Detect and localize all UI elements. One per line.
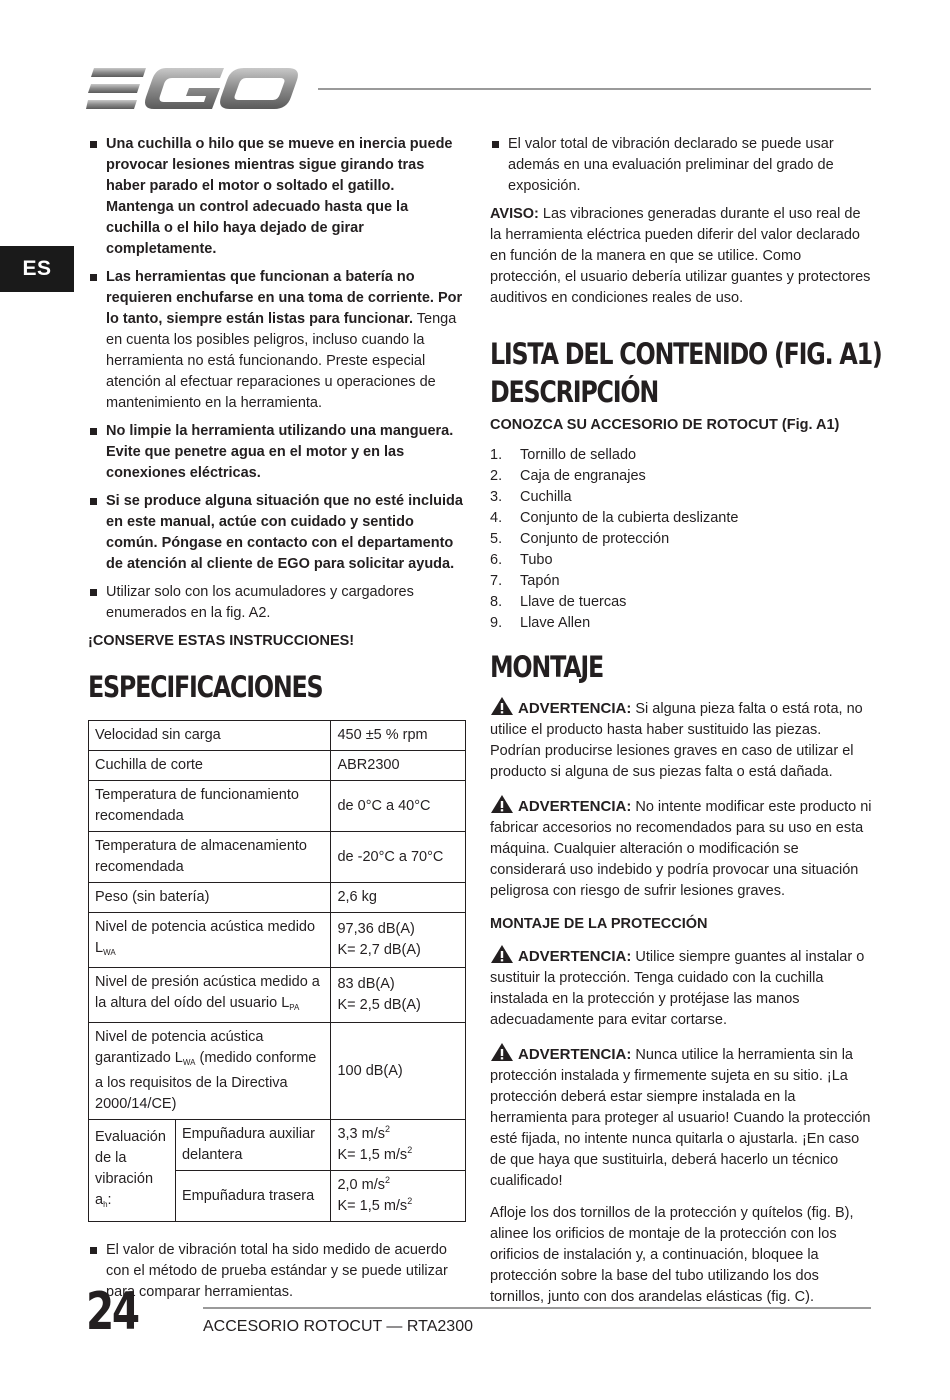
spec-value: de 0°C a 40°C (331, 781, 466, 832)
spec-value: 450 ±5 % rpm (331, 721, 466, 751)
warning-triangle-icon (490, 944, 514, 964)
spec-label: Nivel de presión acústica medido a la altura del oído del usuario $L_{PA}$ (89, 968, 331, 1023)
ego-logo (86, 64, 301, 114)
list-item: 7. Tapón (490, 573, 560, 589)
vibration-group-label: Evaluación de la vibración $a_h$: (89, 1120, 176, 1222)
descripcion-heading: DESCRIPCIÓN (490, 375, 659, 409)
table-row (89, 913, 466, 968)
footer-title: ACCESORIO ROTOCUT — RTA2300 (203, 1318, 473, 1335)
safety-bullet-5: Utilizar solo con los acumuladores y cargadores enumerados en la fig. A2. (88, 582, 466, 624)
spec-value: 83 dB(A) K= 2,5 dB(A) (331, 968, 466, 1023)
safety-bullet-3: No limpie la herramienta utilizando una manguera. Evite que penetre agua en el motor y en las conexiones eléctricas. (88, 421, 466, 484)
warning-label: ADVERTENCIA: (518, 948, 632, 965)
table-row (89, 1023, 466, 1120)
list-item: 2. Caja de engranajes (490, 468, 646, 484)
table-row (89, 832, 466, 883)
warning-label: ADVERTENCIA: (518, 1046, 632, 1063)
list-item: 8. Llave de tuercas (490, 594, 627, 610)
spec-label: Temperatura de almacenamiento recomendada (89, 832, 331, 883)
warning-1: ADVERTENCIA: Si alguna pieza falta o está rota, no utilice el producto hasta haber sustituido las piezas. Podrían producirse lesiones graves en caso de utilizar el producto si alguna de sus piezas falta o está dañada. (490, 696, 872, 783)
warning-triangle-icon (490, 794, 514, 814)
warning-triangle-icon (490, 696, 514, 716)
right-column (490, 134, 882, 1315)
aviso-paragraph: AVISO: Las vibraciones generadas durante el uso real de la herramienta eléctrica pueden diferir del valor declarado en función de la manera en que se utilice. Como protección, el usuario debería utilizar guantes y protectores auditivos en condiciones reales de uso. (490, 206, 871, 306)
table-row (89, 1120, 466, 1171)
spec-value: 3,3 $m/s^2$ K= 1,5 $m/s^2$ (331, 1120, 466, 1171)
spec-value: 2,6 kg (331, 883, 466, 913)
table-row (89, 883, 466, 913)
proteccion-heading: MONTAJE DE LA PROTECCIÓN (490, 916, 708, 932)
list-item: 6. Tubo (490, 552, 553, 568)
list-item: 4. Conjunto de la cubierta deslizante (490, 510, 739, 526)
spec-label: Nivel de potencia acústica garantizado $L_{WA}$ (medido conforme a los requisitos de la Directiva 2000/14/CE) (89, 1023, 331, 1120)
header-rule (318, 88, 871, 90)
list-item: 3. Cuchilla (490, 489, 572, 505)
footer-rule (203, 1307, 871, 1309)
ego-logo-icon (86, 64, 301, 114)
montaje-heading: MONTAJE (490, 650, 604, 684)
conozca-heading: CONOZCA SU ACCESORIO DE ROTOCUT (Fig. A1) (490, 417, 840, 433)
lista-heading: LISTA DEL CONTENIDO (FIG. A1) (490, 337, 882, 371)
spec-value: 100 dB(A) (331, 1023, 466, 1120)
spec-value: 2,0 $m/s^2$ K= 1,5 $m/s^2$ (331, 1171, 466, 1222)
warning-2: ADVERTENCIA: No intente modificar este producto ni fabricar accesorios no recomendados para su uso en esta máquina. Cualquier alteración o modificación se considerará uso indebido y podría provocar una situación peligrosa con riesgo de sufrir lesiones graves. (490, 794, 872, 902)
table-row (89, 781, 466, 832)
spec-label: Peso (sin batería) (89, 883, 331, 913)
vibration-note-bullet: El valor de vibración total ha sido medido de acuerdo con el método de prueba estándar y se puede utilizar para comparar herramientas. (88, 1240, 466, 1303)
list-item: 9. Llave Allen (490, 615, 591, 631)
warning-4: ADVERTENCIA: Nunca utilice la herramienta sin la protección instalada y firmemente sujeta en su sitio. ¡La protección deberá estar siempre instalada en la herramienta para proteger al usuario! Cuando la protección esté fijada, no intente nunca quitarla o ajustarla. ¡En caso de que haya que sustituirla, deberá hacerlo un técnico cualificado! (490, 1042, 872, 1192)
parts-list (490, 445, 872, 634)
table-row (89, 751, 466, 781)
table-row (89, 721, 466, 751)
safety-bullet-2: Las herramientas que funcionan a batería no requieren enchufarse en una toma de corriente. Por lo tanto, siempre están listas para funcionar. Tenga en cuenta los posibles peligros, incluso cuando la herramienta no está funcionando. Preste especial atención al efectuar reparaciones u operaciones de mantenimiento en la herramienta. (88, 267, 466, 414)
left-column (88, 134, 466, 1310)
spec-label: Empuñadura auxiliar delantera (175, 1120, 331, 1171)
spec-value: ABR2300 (331, 751, 466, 781)
list-item: 5. Conjunto de protección (490, 531, 670, 547)
spec-value: 97,36 dB(A) K= 2,7 dB(A) (331, 913, 466, 968)
spec-heading: ESPECIFICACIONES (88, 670, 323, 704)
spec-label: Cuchilla de corte (89, 751, 331, 781)
page-number: 24 (86, 1282, 138, 1342)
warning-3: ADVERTENCIA: Utilice siempre guantes al instalar o sustituir la protección. Tenga cuidado con la cuchilla instalada en la protección y protéjase las manos adecuadamente para evitar cortarse. (490, 944, 872, 1031)
spec-table (88, 720, 466, 1222)
language-tab: ES (0, 246, 74, 292)
list-item: 1. Tornillo de sellado (490, 447, 637, 463)
warning-triangle-icon (490, 1042, 514, 1062)
warning-label: ADVERTENCIA: (518, 700, 632, 717)
vibration-bullet: El valor total de vibración declarado se puede usar además en una evaluación preliminar del grado de exposición. (490, 134, 872, 197)
safety-bullet-4: Si se produce alguna situación que no esté incluida en este manual, actúe con cuidado y sentido común. Póngase en contacto con el departamento de atención al cliente de EGO para solicitar ayuda. (88, 491, 466, 575)
spec-label: Velocidad sin carga (89, 721, 331, 751)
table-row (89, 968, 466, 1023)
conserve-instrucciones: ¡CONSERVE ESTAS INSTRUCCIONES! (88, 633, 355, 649)
warning-label: ADVERTENCIA: (518, 798, 632, 815)
spec-label: Temperatura de funcionamiento recomendada (89, 781, 331, 832)
aviso-label: AVISO: (490, 206, 539, 222)
instalacion-paragraph: Afloje los dos tornillos de la protección y quítelos (fig. B), alinee los orificios de montaje de la protección con los orificios de instalación y, a continuación, bloquee la protección sobre la base del tubo utilizando los dos tornillos, junto con dos arandelas elásticas (fig. C). (490, 1205, 854, 1305)
spec-label: Nivel de potencia acústica medido $L_{WA}$ (89, 913, 331, 968)
spec-value: de -20°C a 70°C (331, 832, 466, 883)
safety-bullet-1: Una cuchilla o hilo que se mueve en inercia puede provocar lesiones mientras sigue girando tras haber parado el motor o soltado el gatillo. Mantenga un control adecuado hasta que la cuchilla o el hilo haya dejado de girar completamente. (88, 134, 466, 260)
spec-label: Empuñadura trasera (175, 1171, 331, 1222)
